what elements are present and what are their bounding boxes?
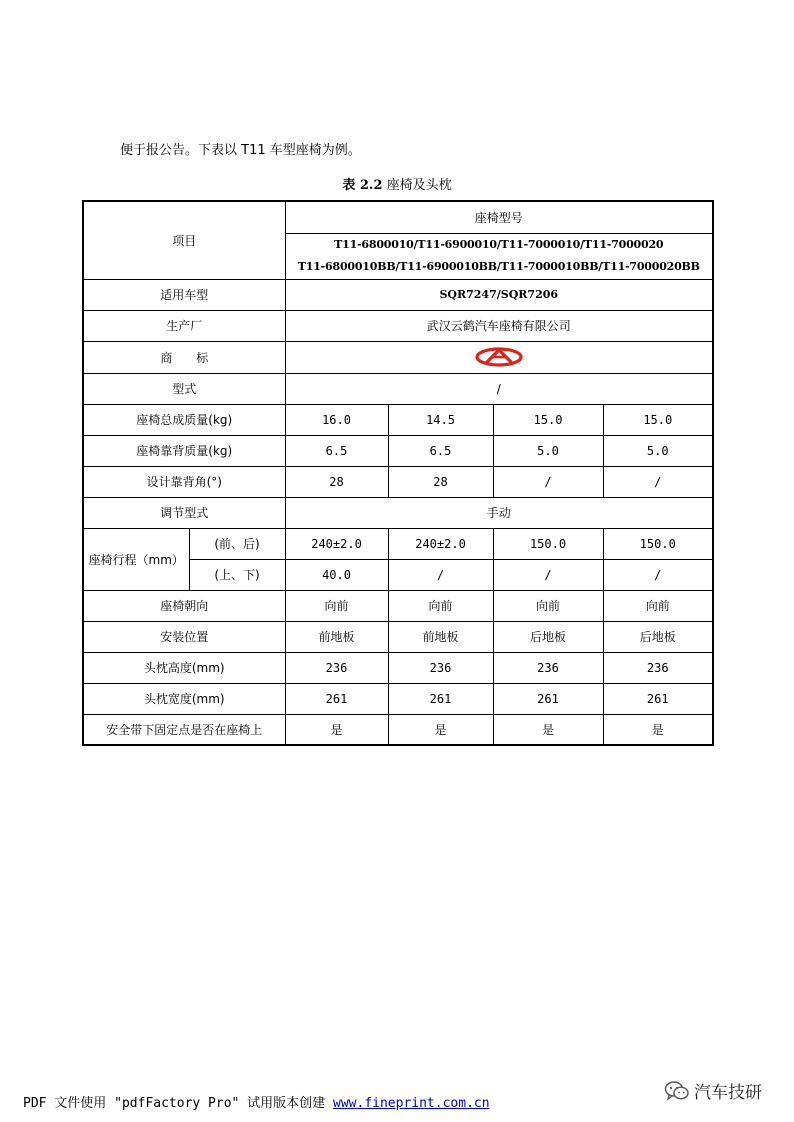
back-angle-value-3: / bbox=[493, 466, 603, 497]
seat-spec-table bbox=[82, 200, 714, 746]
hr-height-value-1: 236 bbox=[285, 652, 388, 683]
hr-height-value-2: 236 bbox=[388, 652, 493, 683]
watermark bbox=[664, 1078, 762, 1103]
item-header-cell: 项目 bbox=[83, 201, 285, 279]
belt-value-3: 是 bbox=[493, 714, 603, 745]
caption-title: 座椅及头枕 bbox=[386, 178, 452, 193]
brand-logo-cell bbox=[285, 341, 713, 373]
adjust-label: 调节型式 bbox=[83, 497, 285, 528]
travel-label: 座椅行程（mm） bbox=[83, 528, 189, 590]
type-value: / bbox=[285, 373, 713, 404]
hr-width-value-4: 261 bbox=[603, 683, 713, 714]
back-mass-label: 座椅靠背质量(kg) bbox=[83, 435, 285, 466]
orientation-value-3: 向前 bbox=[493, 590, 603, 621]
fore-aft-label: (前、后) bbox=[189, 528, 285, 559]
fore-aft-value-3: 150.0 bbox=[493, 528, 603, 559]
total-mass-value-2: 14.5 bbox=[388, 404, 493, 435]
vehicle-value: SQR7247/SQR7206 bbox=[285, 279, 713, 310]
position-value-2: 前地板 bbox=[388, 621, 493, 652]
maker-label: 生产厂 bbox=[83, 310, 285, 341]
intro-text: 便于报公告。下表以 T11 车型座椅为例。 bbox=[120, 143, 361, 158]
model-line-2: T11-6800010BB/T11-6900010BB/T11-7000010BB/T11-7000020BB bbox=[297, 260, 700, 273]
footer-link[interactable]: www.fineprint.com.cn bbox=[333, 1096, 490, 1111]
position-value-4: 后地板 bbox=[603, 621, 713, 652]
position-value-3: 后地板 bbox=[493, 621, 603, 652]
table-row bbox=[83, 373, 713, 404]
orientation-value-4: 向前 bbox=[603, 590, 713, 621]
orientation-value-2: 向前 bbox=[388, 590, 493, 621]
adjust-value: 手动 bbox=[285, 497, 713, 528]
footer-text: PDF 文件使用 "pdfFactory Pro" 试用版本创建 bbox=[23, 1096, 334, 1111]
table-row bbox=[83, 279, 713, 310]
table-row bbox=[83, 435, 713, 466]
fore-aft-value-4: 150.0 bbox=[603, 528, 713, 559]
model-header-cell: 座椅型号 bbox=[285, 201, 713, 233]
pdf-footer bbox=[23, 1092, 490, 1111]
table-row bbox=[83, 621, 713, 652]
position-label: 安装位置 bbox=[83, 621, 285, 652]
total-mass-value-1: 16.0 bbox=[285, 404, 388, 435]
table-caption bbox=[0, 174, 794, 193]
total-mass-value-4: 15.0 bbox=[603, 404, 713, 435]
model-line-1: T11-6800010/T11-6900010/T11-7000010/T11-7000020 bbox=[334, 238, 664, 251]
table-row bbox=[83, 652, 713, 683]
up-down-label: (上、下) bbox=[189, 559, 285, 590]
up-down-value-1: 40.0 bbox=[285, 559, 388, 590]
back-angle-value-2: 28 bbox=[388, 466, 493, 497]
back-mass-value-2: 6.5 bbox=[388, 435, 493, 466]
table-row bbox=[83, 528, 713, 559]
belt-value-1: 是 bbox=[285, 714, 388, 745]
total-mass-label: 座椅总成质量(kg) bbox=[83, 404, 285, 435]
fore-aft-value-2: 240±2.0 bbox=[388, 528, 493, 559]
belt-value-4: 是 bbox=[603, 714, 713, 745]
table-row bbox=[83, 497, 713, 528]
table-row bbox=[83, 714, 713, 745]
up-down-value-2: / bbox=[388, 559, 493, 590]
belt-value-2: 是 bbox=[388, 714, 493, 745]
back-angle-value-4: / bbox=[603, 466, 713, 497]
table-row bbox=[83, 404, 713, 435]
position-value-1: 前地板 bbox=[285, 621, 388, 652]
type-label: 型式 bbox=[83, 373, 285, 404]
hr-width-value-2: 261 bbox=[388, 683, 493, 714]
table-row bbox=[83, 466, 713, 497]
model-numbers-cell bbox=[285, 233, 713, 279]
total-mass-value-3: 15.0 bbox=[493, 404, 603, 435]
chery-logo-icon bbox=[474, 347, 524, 367]
hr-width-value-3: 261 bbox=[493, 683, 603, 714]
table-row bbox=[83, 341, 713, 373]
fore-aft-value-1: 240±2.0 bbox=[285, 528, 388, 559]
hr-height-value-4: 236 bbox=[603, 652, 713, 683]
hr-height-value-3: 236 bbox=[493, 652, 603, 683]
hr-width-value-1: 261 bbox=[285, 683, 388, 714]
orientation-value-1: 向前 bbox=[285, 590, 388, 621]
table-row bbox=[83, 683, 713, 714]
table-row bbox=[83, 310, 713, 341]
caption-number: 表 2.2 bbox=[342, 178, 383, 193]
belt-label: 安全带下固定点是否在座椅上 bbox=[83, 714, 285, 745]
maker-value: 武汉云鹤汽车座椅有限公司 bbox=[285, 310, 713, 341]
hr-width-label: 头枕宽度(mm) bbox=[83, 683, 285, 714]
orientation-label: 座椅朝向 bbox=[83, 590, 285, 621]
back-mass-value-1: 6.5 bbox=[285, 435, 388, 466]
up-down-value-3: / bbox=[493, 559, 603, 590]
vehicle-label: 适用车型 bbox=[83, 279, 285, 310]
hr-height-label: 头枕高度(mm) bbox=[83, 652, 285, 683]
back-mass-value-3: 5.0 bbox=[493, 435, 603, 466]
brand-label: 商 标 bbox=[83, 341, 285, 373]
back-angle-value-1: 28 bbox=[285, 466, 388, 497]
back-angle-label: 设计靠背角(°) bbox=[83, 466, 285, 497]
watermark-text: 汽车技研 bbox=[694, 1083, 762, 1103]
back-mass-value-4: 5.0 bbox=[603, 435, 713, 466]
table-row bbox=[83, 590, 713, 621]
up-down-value-4: / bbox=[603, 559, 713, 590]
wechat-icon bbox=[664, 1080, 690, 1102]
